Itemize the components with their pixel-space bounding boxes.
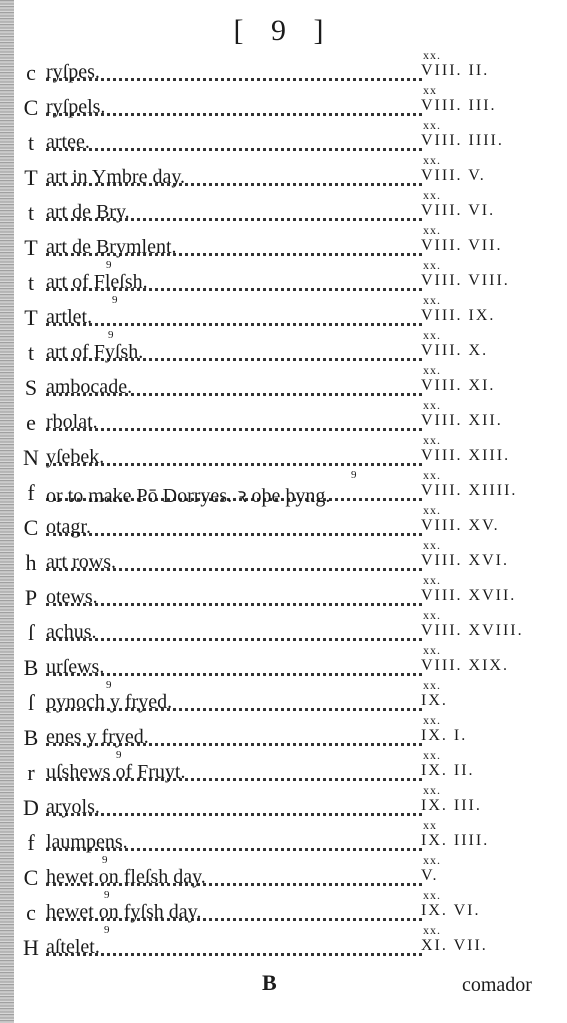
index-entry — [0, 748, 567, 790]
index-entry — [0, 433, 567, 475]
entry-title: yſebek. — [46, 446, 105, 468]
dot-leader — [46, 78, 422, 81]
entry-recipe-number: IX. I. — [421, 727, 468, 744]
entry-recipe-number: VIII. IIII. — [421, 132, 504, 149]
index-entry — [0, 643, 567, 685]
entry-recipe-number: VIII. XI. — [421, 377, 496, 394]
index-entry — [0, 293, 567, 335]
entry-initial: ſ — [27, 620, 35, 645]
index-entry — [0, 678, 567, 720]
entry-recipe-number: IX. II. — [421, 762, 475, 779]
entry-recipe-number: VIII. XVII. — [421, 587, 517, 604]
entry-initial: T — [24, 235, 38, 260]
index-entry — [0, 608, 567, 650]
entry-roman-score: xx. — [423, 853, 441, 867]
entry-title: laumpens. — [46, 831, 128, 853]
abbreviation-mark: 9 — [351, 469, 357, 481]
entry-roman-score: xx. — [423, 363, 441, 377]
index-entry — [0, 83, 567, 125]
entry-recipe-number: XI. VII. — [421, 937, 488, 954]
entry-initial: r — [27, 760, 35, 785]
index-entry — [0, 258, 567, 300]
index-entry — [0, 888, 567, 930]
entry-initial: P — [24, 585, 38, 610]
entry-initial: e — [26, 410, 36, 435]
entry-initial: T — [24, 305, 38, 330]
entry-roman-score: xx. — [423, 293, 441, 307]
entry-recipe-number: VIII. XIIII. — [421, 482, 518, 499]
entry-initial: C — [23, 515, 39, 540]
entry-initial: h — [25, 550, 37, 575]
entry-title: hewet on fleſsh day. — [46, 866, 206, 888]
entry-recipe-number: IX. VI. — [421, 902, 481, 919]
entry-roman-score: xx. — [423, 433, 441, 447]
dot-leader — [46, 638, 422, 641]
entry-title: or to make Pō Dorryes. ꝛ oþe þyng. — [46, 485, 331, 507]
entry-title: art rows. — [46, 551, 116, 573]
entry-title: aſtelet. — [46, 936, 100, 958]
dot-leader — [46, 148, 422, 151]
entry-recipe-number: VIII. VI. — [421, 202, 496, 219]
entry-recipe-number: VIII. II. — [421, 62, 490, 79]
dot-leader — [46, 323, 422, 326]
entry-title: art in Ymbre day. — [46, 166, 186, 188]
entry-title: rbolat. — [46, 411, 98, 433]
index-entry — [0, 503, 567, 545]
entry-roman-score: xx. — [423, 223, 441, 237]
entry-recipe-number: VIII. V. — [421, 167, 486, 184]
entry-title: art de Brymlent. — [46, 236, 177, 258]
dot-leader — [46, 603, 422, 606]
entry-initial: f — [27, 830, 35, 855]
catchword: comador — [462, 974, 532, 996]
index-entry — [0, 468, 567, 510]
entry-title: achus. — [46, 621, 97, 643]
entry-title: art of Fleſsh. — [46, 271, 148, 293]
entry-roman-score: xx. — [423, 188, 441, 202]
entry-roman-score: xx. — [423, 713, 441, 727]
entry-title: artee. — [46, 131, 90, 153]
entry-recipe-number: VIII. X. — [421, 342, 489, 359]
entry-initial: c — [26, 60, 36, 85]
index-entry — [0, 223, 567, 265]
entry-recipe-number: VIII. XIX. — [421, 657, 509, 674]
entry-recipe-number: IX. III. — [421, 797, 482, 814]
entry-title: ryſpes. — [46, 61, 100, 83]
entry-initial: f — [27, 480, 35, 505]
entry-initial: C — [23, 95, 39, 120]
entry-recipe-number: V. — [421, 867, 439, 884]
entry-recipe-number: IX. IIII. — [421, 832, 490, 849]
abbreviation-mark: 9 — [104, 924, 110, 936]
entry-initial: T — [24, 165, 38, 190]
entry-recipe-number: VIII. VII. — [421, 237, 503, 254]
entry-initial: B — [23, 655, 39, 680]
dot-leader — [46, 953, 422, 956]
entry-roman-score: xx. — [423, 573, 441, 587]
entry-title: aryols. — [46, 796, 100, 818]
entry-recipe-number: VIII. XVIII. — [421, 622, 524, 639]
entry-initial: D — [23, 795, 39, 820]
entry-roman-score: xx. — [423, 748, 441, 762]
abbreviation-mark: 9 — [116, 749, 122, 761]
entry-roman-score: xx. — [423, 608, 441, 622]
entry-initial: t — [27, 200, 35, 225]
entry-roman-score: xx. — [423, 643, 441, 657]
entry-roman-score: xx. — [423, 538, 441, 552]
entry-initial: c — [26, 900, 36, 925]
entry-roman-score: xx. — [423, 48, 441, 62]
entry-initial: t — [27, 130, 35, 155]
index-entry — [0, 48, 567, 90]
entry-title: art de Bry. — [46, 201, 130, 223]
abbreviation-mark: 9 — [106, 259, 112, 271]
index-entry — [0, 118, 567, 160]
index-entry — [0, 328, 567, 370]
entry-title: enes y fryed. — [46, 726, 149, 748]
entry-title: ryſpels. — [46, 96, 106, 118]
entry-roman-score: xx. — [423, 398, 441, 412]
entry-initial: S — [24, 375, 38, 400]
entry-title: otews. — [46, 586, 98, 608]
signature-mark: B — [262, 970, 277, 995]
entry-title: art of Fyſsh. — [46, 341, 144, 363]
index-entry — [0, 923, 567, 965]
entry-initial: H — [23, 935, 39, 960]
index-entry — [0, 818, 567, 860]
entry-roman-score: xx. — [423, 258, 441, 272]
entry-recipe-number: VIII. XVI. — [421, 552, 509, 569]
entry-recipe-number: VIII. XV. — [421, 517, 500, 534]
index-entry — [0, 538, 567, 580]
entry-roman-score: xx. — [423, 118, 441, 132]
index-entry — [0, 783, 567, 825]
entry-roman-score: xx. — [423, 888, 441, 902]
entry-recipe-number: VIII. IX. — [421, 307, 496, 324]
entry-initial: ſ — [27, 690, 35, 715]
entry-initial: t — [27, 340, 35, 365]
entry-initial: C — [23, 865, 39, 890]
index-entry — [0, 153, 567, 195]
entry-title: urſews. — [46, 656, 105, 678]
entry-roman-score: xx. — [423, 783, 441, 797]
abbreviation-mark: 9 — [108, 329, 114, 341]
entry-roman-score: xx — [423, 818, 437, 832]
entry-initial: B — [23, 725, 39, 750]
index-entry — [0, 853, 567, 895]
page-number: [ 9 ] — [233, 14, 334, 47]
index-entry — [0, 188, 567, 230]
index-entry — [0, 398, 567, 440]
entry-roman-score: xx. — [423, 503, 441, 517]
abbreviation-mark: 9 — [102, 854, 108, 866]
entry-title: artlet. — [46, 306, 93, 328]
entry-title: hewet on fyſsh day. — [46, 901, 202, 923]
entry-roman-score: xx. — [423, 153, 441, 167]
entry-roman-score: xx. — [423, 923, 441, 937]
entry-recipe-number: VIII. VIII. — [421, 272, 510, 289]
entry-roman-score: xx. — [423, 468, 441, 482]
entry-initial: t — [27, 270, 35, 295]
entry-roman-score: xx. — [423, 678, 441, 692]
entry-title: ambocade. — [46, 376, 133, 398]
dot-leader — [46, 533, 422, 536]
dot-leader — [46, 428, 422, 431]
entry-recipe-number: VIII. XII. — [421, 412, 503, 429]
dot-leader — [46, 813, 422, 816]
index-entry — [0, 713, 567, 755]
abbreviation-mark: 9 — [112, 294, 118, 306]
entry-title: pynoch y fryed. — [46, 691, 173, 713]
entry-title: otagr. — [46, 516, 91, 538]
entry-recipe-number: VIII. III. — [421, 97, 497, 114]
index-entry — [0, 573, 567, 615]
abbreviation-mark: 9 — [104, 889, 110, 901]
entry-roman-score: xx — [423, 83, 437, 97]
entry-initial: N — [23, 445, 39, 470]
entry-roman-score: xx. — [423, 328, 441, 342]
abbreviation-mark: 9 — [106, 679, 112, 691]
entry-recipe-number: IX. — [421, 692, 448, 709]
entry-recipe-number: VIII. XIII. — [421, 447, 511, 464]
index-entry — [0, 363, 567, 405]
entry-title: uſshews of Fruyt. — [46, 761, 186, 783]
